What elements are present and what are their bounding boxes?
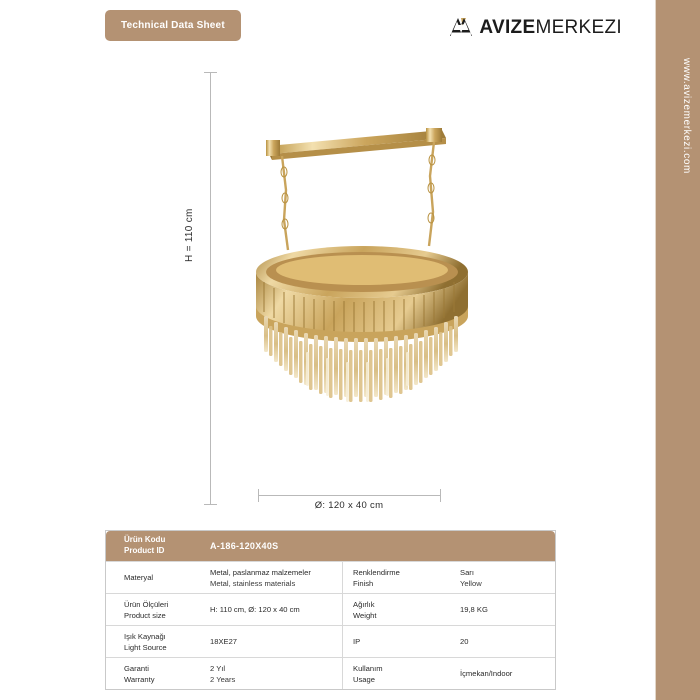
row-label-weight-en: Weight bbox=[353, 610, 377, 620]
canopy-bar bbox=[266, 128, 446, 160]
brand-name bbox=[479, 18, 622, 37]
brand-logo bbox=[448, 16, 622, 38]
width-dimension-label: Ø: 120 x 40 cm bbox=[314, 500, 384, 511]
row-value-product-size-tr: H: 110 cm, Ø: 120 x 40 cm bbox=[210, 605, 300, 614]
row-label-finish bbox=[342, 562, 452, 593]
row-label-light-source-en: Light Source bbox=[124, 642, 167, 652]
row-label-ip bbox=[342, 626, 452, 657]
row-value-ip-tr: 20 bbox=[460, 637, 469, 646]
row-value-material bbox=[210, 567, 342, 589]
row-value-usage-tr: İçmekan/Indoor bbox=[460, 669, 513, 678]
table-row bbox=[106, 657, 555, 689]
row-value-material-en: Metal, stainless materials bbox=[210, 578, 296, 588]
row-label-light-source bbox=[106, 631, 210, 653]
product-illustration bbox=[230, 120, 510, 430]
row-label-warranty bbox=[106, 663, 210, 685]
row-value-warranty-en: 2 Years bbox=[210, 674, 236, 684]
table-row bbox=[106, 593, 555, 625]
product-id-label-en: Product ID bbox=[124, 546, 165, 555]
width-dimension-line bbox=[258, 495, 440, 496]
row-label-light-source-tr: Işık Kaynağı bbox=[124, 631, 166, 641]
row-value-finish bbox=[452, 567, 555, 589]
width-dimension-cap-right bbox=[440, 489, 441, 502]
stripe-divider bbox=[655, 0, 656, 700]
row-label-weight-tr: Ağırlık bbox=[353, 599, 375, 609]
website-url: www.avizemerkezi.com bbox=[681, 58, 692, 174]
row-label-usage bbox=[342, 658, 452, 689]
height-dimension-cap-top bbox=[204, 72, 217, 73]
row-label-ip-tr: IP bbox=[353, 637, 361, 646]
row-label-weight bbox=[342, 594, 452, 625]
row-label-usage-en: Usage bbox=[353, 674, 375, 684]
height-dimension-cap-bottom bbox=[204, 504, 217, 505]
row-value-light-source-tr: 18XE27 bbox=[210, 637, 238, 646]
row-value-light-source bbox=[210, 636, 342, 647]
table-row bbox=[106, 625, 555, 657]
row-label-usage-tr: Kullanım bbox=[353, 663, 383, 673]
height-dimension-label: H = 110 cm bbox=[184, 208, 195, 262]
chain-links bbox=[281, 155, 435, 229]
row-label-warranty-tr: Garanti bbox=[124, 663, 149, 673]
height-dimension-line bbox=[210, 72, 211, 504]
row-value-material-tr: Metal, paslanmaz malzemeler bbox=[210, 567, 311, 577]
row-value-weight-tr: 19,8 KG bbox=[460, 605, 488, 614]
row-value-finish-en: Yellow bbox=[460, 578, 482, 588]
table-header-row bbox=[106, 531, 555, 561]
brand-name-light: MERKEZI bbox=[535, 16, 622, 38]
row-label-product-size bbox=[106, 599, 210, 621]
suspension-chains bbox=[282, 142, 434, 250]
row-value-product-size bbox=[210, 604, 342, 615]
row-label-finish-en: Finish bbox=[353, 578, 374, 588]
brand-name-bold: AVIZE bbox=[479, 16, 536, 38]
specification-table bbox=[105, 530, 556, 690]
row-label-product-size-en: Product size bbox=[124, 610, 166, 620]
row-value-warranty-tr: 2 Yıl bbox=[210, 663, 226, 673]
row-label-finish-tr: Renklendirme bbox=[353, 567, 400, 577]
row-label-warranty-en: Warranty bbox=[124, 674, 155, 684]
row-value-weight bbox=[452, 604, 555, 615]
right-brand-stripe bbox=[656, 0, 700, 700]
product-id-label bbox=[106, 535, 210, 557]
row-label-material bbox=[106, 572, 210, 583]
row-value-usage bbox=[452, 668, 555, 679]
row-value-ip bbox=[452, 636, 555, 647]
row-value-finish-tr: Sarı bbox=[460, 567, 474, 577]
product-id-value: A-186-120X40S bbox=[210, 541, 279, 551]
row-label-product-size-tr: Ürün Ölçüleri bbox=[124, 599, 169, 609]
avize-logo-icon bbox=[448, 16, 474, 38]
table-row bbox=[106, 561, 555, 593]
row-label-material-tr: Materyal bbox=[124, 573, 154, 582]
row-value-warranty bbox=[210, 663, 342, 685]
technical-data-sheet-badge: Technical Data Sheet bbox=[105, 10, 241, 41]
product-id-label-tr: Ürün Kodu bbox=[124, 535, 166, 545]
